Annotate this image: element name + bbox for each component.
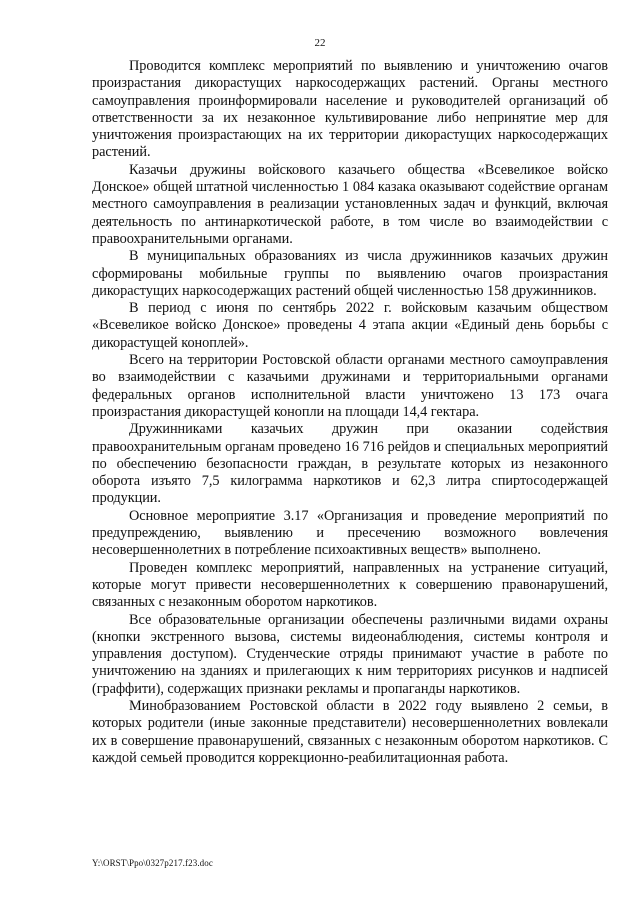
paragraph-3: В муниципальных образованиях из числа дружинников казачьих дружин сформированы мобильные группы по выявлению очагов произрастания дикорастущих наркосодержащих растений общей численностью 158 дружинников. <box>92 248 608 299</box>
paragraph-2: Казачьи дружины войскового казачьего общества «Всевеликое войско Донское» общей штатной численностью 1 084 казака оказывают содействие органам местного самоуправления в реализации установленных задач и функций, включая деятельность по антинаркотической работе, в том числе во взаимодействии с правоохранительными органами. <box>92 161 608 247</box>
footer-file-path: Y:\ORST\Ppo\0327p217.f23.doc <box>92 858 213 868</box>
document-body <box>92 58 608 767</box>
paragraph-4: В период с июня по сентябрь 2022 г. войсковым казачьим обществом «Всевеликое войско Донское» проведены 4 этапа акции «Единый день борьбы с дикорастущей коноплей». <box>92 300 608 351</box>
page-number: 22 <box>314 37 326 49</box>
paragraph-10: Минобразованием Ростовской области в 2022 году выявлено 2 семьи, в которых родители (иные законные представители) несовершеннолетних вовлекали их в совершение правонарушений, связанных с незаконным оборотом наркотиков. С каждой семьей проводится коррекционно-реабилитационная работа. <box>92 697 608 766</box>
paragraph-6: Дружинниками казачьих дружин при оказании содействия правоохранительным органам проведено 16 716 рейдов и специальных мероприятий по обеспечению безопасности граждан, в результате которых из незаконного оборота изъято 7,5 килограмма наркотиков и 62,3 литра спиртосодержащей продукции. <box>92 421 608 507</box>
paragraph-7: Основное мероприятие 3.17 «Организация и проведение мероприятий по предупреждению, выявлению и пресечению возможного вовлечения несовершеннолетних в потребление психоактивных веществ» выполнено. <box>92 507 608 559</box>
paragraph-5: Всего на территории Ростовской области органами местного самоуправления во взаимодействии с казачьими дружинами и территориальными органами федеральных органов исполнительной власти уничтожено 13 173 очага произрастания дикорастущей конопли на площади 14,4 гектара. <box>92 352 608 420</box>
paragraph-8: Проведен комплекс мероприятий, направленных на устранение ситуаций, которые могут привести несовершеннолетних к совершению правонарушений, связанных с незаконным оборотом наркотиков. <box>92 559 608 611</box>
paragraph-1: Проводится комплекс мероприятий по выявлению и уничтожению очагов произрастания дикорастущих наркосодержащих растений. Органы местного самоуправления проинформировали население и руководителей организаций об ответственности за их незаконное культивирование либо непринятие мер для уничтожения произрастающих на их территории дикорастущих наркосодержащих растений. <box>92 58 608 161</box>
paragraph-9: Все образовательные организации обеспечены различными видами охраны (кнопки экстренного вызова, системы видеонаблюдения, системы контроля и управления доступом). Студенческие отряды принимают участие в работе по уничтожению на зданиях и прилегающих к ним территориях рисунков и надписей (граффити), содержащих признаки рекламы и пропаганды наркотиков. <box>92 611 608 697</box>
